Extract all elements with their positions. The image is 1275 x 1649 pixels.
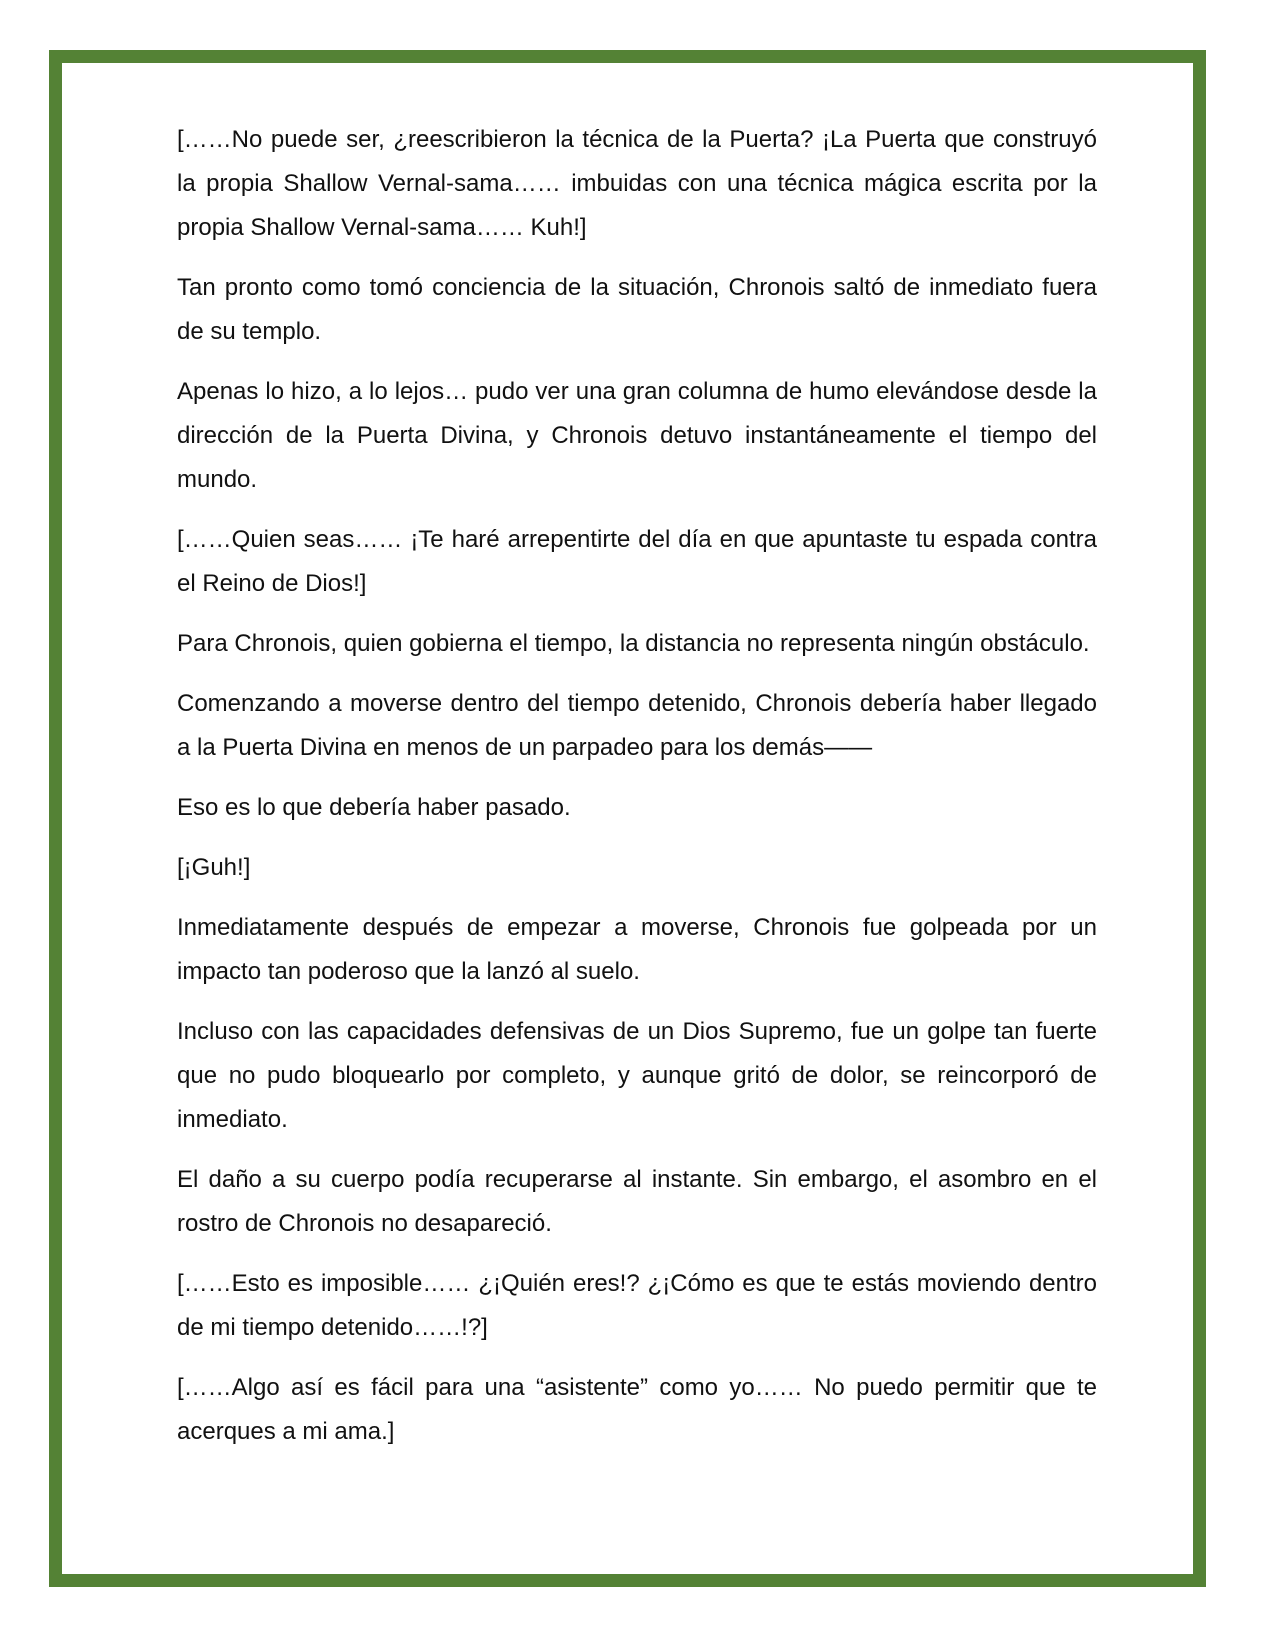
- paragraph: [……No puede ser, ¿reescribieron la técnica de la Puerta? ¡La Puerta que construyó la propia Shallow Vernal-sama…… imbuidas con una técnica mágica escrita por la propia Shallow Vernal-sama…… Kuh!]: [177, 126, 1097, 241]
- paragraph: Inmediatamente después de empezar a moverse, Chronois fue golpeada por un impacto tan poderoso que la lanzó al suelo.: [177, 914, 1097, 985]
- paragraph: Comenzando a moverse dentro del tiempo detenido, Chronois debería haber llegado a la Puerta Divina en menos de un parpadeo para los demás——: [177, 690, 1097, 761]
- paragraph: [……Quien seas…… ¡Te haré arrepentirte del día en que apuntaste tu espada contra el Reino de Dios!]: [177, 526, 1097, 597]
- paragraph: Tan pronto como tomó conciencia de la situación, Chronois saltó de inmediato fuera de su templo.: [177, 274, 1097, 345]
- paragraph: [……Algo así es fácil para una “asistente” como yo…… No puedo permitir que te acerques a mi ama.]: [177, 1374, 1097, 1445]
- paragraph: Apenas lo hizo, a lo lejos… pudo ver una gran columna de humo elevándose desde la dirección de la Puerta Divina, y Chronois detuvo instantáneamente el tiempo del mundo.: [177, 378, 1097, 493]
- paragraph: [¡Guh!]: [177, 854, 251, 881]
- paragraph: El daño a su cuerpo podía recuperarse al instante. Sin embargo, el asombro en el rostro de Chronois no desapareció.: [177, 1166, 1097, 1237]
- paragraph: Para Chronois, quien gobierna el tiempo, la distancia no representa ningún obstáculo.: [177, 630, 1090, 657]
- paragraph: Incluso con las capacidades defensivas de un Dios Supremo, fue un golpe tan fuerte que no pudo bloquearlo por completo, y aunque gritó de dolor, se reincorporó de inmediato.: [177, 1018, 1097, 1133]
- paragraph: Eso es lo que debería haber pasado.: [177, 794, 571, 821]
- document-body: [177, 118, 1097, 1470]
- paragraph: [……Esto es imposible…… ¿¡Quién eres!? ¿¡Cómo es que te estás moviendo dentro de mi tiempo detenido……!?]: [177, 1270, 1097, 1341]
